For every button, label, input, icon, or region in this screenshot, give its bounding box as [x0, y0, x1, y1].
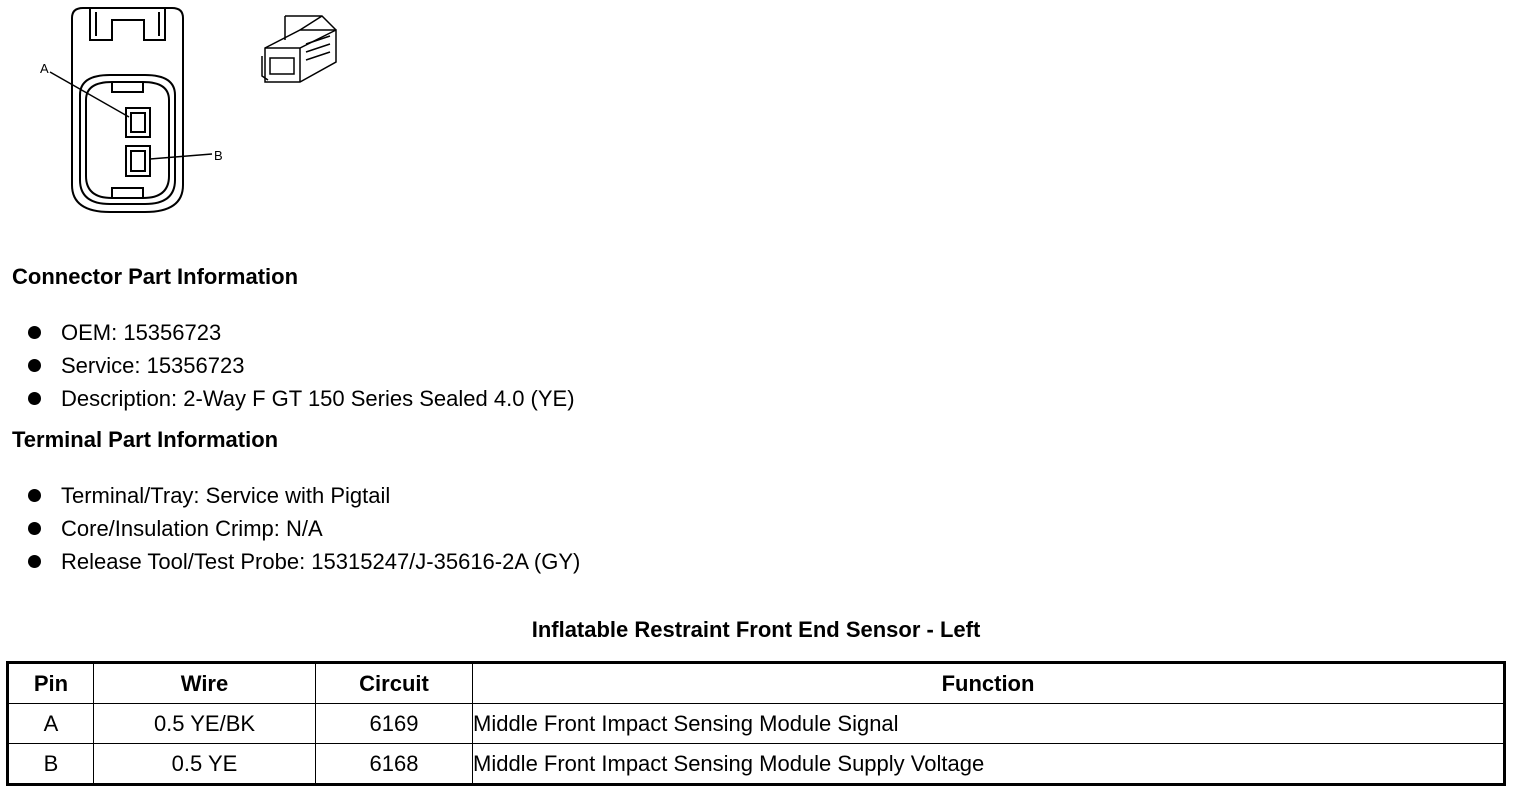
list-item: [28, 349, 575, 382]
list-item: [28, 382, 575, 415]
terminal-part-info-list: [28, 479, 580, 578]
bullet-icon: [28, 392, 41, 405]
wire-cell: 0.5 YE: [94, 744, 316, 785]
pin-cell: B: [8, 744, 94, 785]
bullet-icon: [28, 359, 41, 372]
function-cell: Middle Front Impact Sensing Module Signal: [473, 704, 1505, 744]
list-item-text: Release Tool/Test Probe: 15315247/J-35616-2A (GY): [61, 549, 581, 574]
list-item-text: Terminal/Tray: Service with Pigtail: [61, 483, 391, 508]
callout-b-label: B: [214, 148, 223, 163]
list-item: [28, 479, 580, 512]
circuit-cell: 6168: [316, 744, 473, 785]
wire-cell: 0.5 YE/BK: [94, 704, 316, 744]
table-row: [8, 704, 1505, 744]
list-item-text: Description: 2-Way F GT 150 Series Sealed 4.0 (YE): [61, 386, 575, 411]
callout-a-label: A: [40, 61, 49, 76]
function-cell: Middle Front Impact Sensing Module Supply Voltage: [473, 744, 1505, 785]
pin-column-header: Pin: [8, 663, 94, 704]
table-header-row: [8, 663, 1505, 704]
circuit-column-header: Circuit: [316, 663, 473, 704]
list-item-text: OEM: 15356723: [61, 320, 222, 345]
list-item: [28, 545, 580, 578]
bullet-icon: [28, 489, 41, 502]
connector-3d-thumbnail: [262, 16, 336, 82]
list-item: [28, 512, 580, 545]
circuit-cell: 6169: [316, 704, 473, 744]
bullet-icon: [28, 326, 41, 339]
list-item: [28, 316, 575, 349]
pinout-table-title: Inflatable Restraint Front End Sensor - Left: [531, 617, 981, 642]
terminal-part-info-title: Terminal Part Information: [12, 427, 279, 452]
list-item-text: Service: 15356723: [61, 353, 245, 378]
connector-face-illustration: [0, 0, 360, 230]
function-column-header: Function: [473, 663, 1505, 704]
connector-part-info-list: [28, 316, 575, 415]
bullet-icon: [28, 522, 41, 535]
pinout-table: [6, 661, 1506, 786]
connector-diagram: [0, 0, 360, 230]
bullet-icon: [28, 555, 41, 568]
pin-cell: A: [8, 704, 94, 744]
connector-part-info-title: Connector Part Information: [12, 264, 299, 289]
table-row: [8, 744, 1505, 785]
wire-column-header: Wire: [94, 663, 316, 704]
list-item-text: Core/Insulation Crimp: N/A: [61, 516, 323, 541]
